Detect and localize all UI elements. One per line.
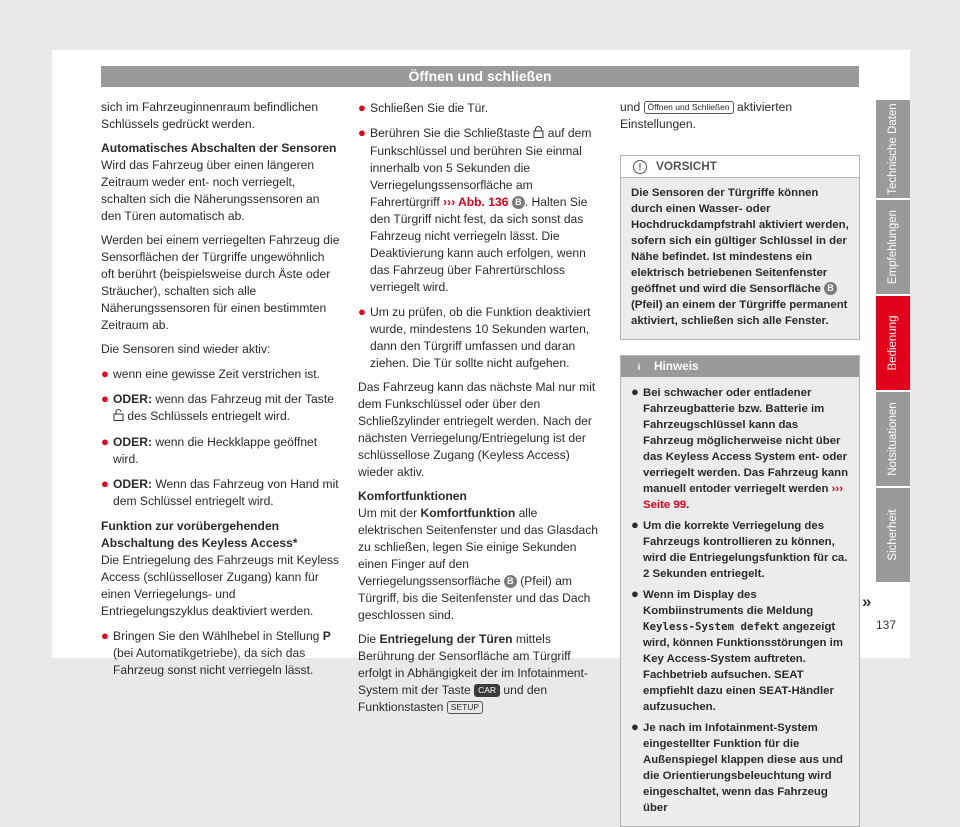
callout-b: B: [512, 196, 525, 209]
caution-box: [620, 155, 860, 340]
section-heading: Funktion zur vorübergehenden Abschaltung des Keyless Access*: [101, 519, 298, 550]
display-message: Keyless-System defekt: [643, 620, 780, 633]
paragraph: Werden bei einem verriegelten Fahrzeug die Sensorflächen der Türgriffe ungewöhnlich oft berührt (beispielsweise durch Äste oder Sträucher), schalten sich alle Näherungssensoren für einen bestimmten Zeitraum ab.: [101, 233, 340, 332]
list-item: ● Um zu prüfen, ob die Funktion deaktiviert wurde, mindestens 10 Sekunden warten, dann den Türgriff umfassen und daran ziehen. Die Tür sollte nicht aufgehen.: [358, 304, 591, 370]
figure-reference-link[interactable]: ››› Abb. 136: [443, 195, 509, 209]
list-item: ● Berühren Sie die Schließtaste auf dem Funkschlüssel und berühren Sie einmal innerhalb von 5 Sekunden die Verriegelungssensorfläche am Fahrertürgriff ››› Abb. 136 B . Halten Sie den Türgriff nicht fest, da sich sonst das Fahrzeug nicht verriegeln lässt. Die Deaktivierung kann auch erfolgen, wenn das Fahrzeug über Fahrertürschloss verriegelt wird.: [358, 125, 592, 294]
paragraph: Um mit der Komfortfunktion alle elektrischen Seitenfenster und das Glasdach zu schließen, legen Sie einige Sekunden einen Finger auf den Verriegelungssensorfläche B (Pfeil) am Türgriff, bis die Seitenfenster und das Dach geschlossen sind.: [358, 506, 599, 622]
column-2: [358, 99, 599, 723]
bullet-dot: ●: [631, 384, 639, 399]
paragraph: Das Fahrzeug kann das nächste Mal nur mit dem Funkschlüssel oder über den Schließzylinder entriegelt werden. Nach der nächsten Verriegelung/Entriegelung ist der schlüssellose Zugang (Keyless Access) wieder aktiv.: [358, 380, 596, 479]
bullet-dot: ●: [101, 476, 109, 491]
setup-key-label: SETUP: [447, 701, 483, 714]
side-tab-sicherheit[interactable]: Sicherheit: [876, 488, 910, 582]
page-reference-link[interactable]: ››› Seite 99: [643, 483, 844, 511]
bullet-dot: ●: [631, 517, 639, 532]
page-header: Öffnen und schließen: [101, 66, 859, 87]
callout-b: B: [504, 575, 517, 588]
list-item: ● Um die korrekte Verriegelung des Fahrzeugs kontrollieren zu können, wird die Entriegelungsfunktion für ca. 2 Sekunden entriegelt.: [631, 517, 848, 580]
column-3: [620, 99, 860, 827]
paragraph: und Öffnen und Schließen aktivierten Einstellungen.: [620, 100, 793, 131]
side-tab-notsituationen[interactable]: Notsituationen: [876, 392, 910, 486]
bullet-dot: ●: [358, 125, 366, 140]
bullet-dot: ●: [631, 719, 639, 734]
info-icon: i: [637, 362, 641, 372]
list-item: ● Bringen Sie den Wählhebel in Stellung P (bei Automatikgetriebe), da sich das Fahrzeug sonst nicht verriegeln lässt.: [101, 628, 331, 677]
paragraph: Die Entriegelung der Türen mittels Berührung der Sensorfläche am Türgriff erfolgt in Abhängigkeit der im Infotainment-System mit der Taste CAR und den Funktionstasten SETUP: [358, 632, 588, 714]
side-tab-bedienung[interactable]: Bedienung: [876, 296, 910, 390]
paragraph: Wird das Fahrzeug über einen längeren Zeitraum weder ent- noch verriegelt, schalten sich die Näherungssensoren an den Türen automatisch ab.: [101, 158, 320, 223]
side-tab-empfehlungen[interactable]: Empfehlungen: [876, 200, 910, 294]
list-item: ● Wenn im Display des Kombiinstruments die Meldung Keyless-System defekt angezeigt wird, können Funktionsstörungen im Key Access-System auftreten. Fachbetrieb aufsuchen. SEAT empfiehlt dazu einen SEAT-Händler aufzusuchen.: [631, 586, 843, 713]
note-body: [621, 377, 859, 826]
list-item: ● ODER: wenn die Heckklappe geöffnet wird.: [101, 434, 318, 466]
note-box: [620, 355, 860, 827]
side-tab-technische-daten[interactable]: Technische Daten: [876, 100, 910, 198]
bullet-dot: ●: [358, 304, 366, 319]
caution-header: ! VORSICHT: [621, 156, 859, 178]
paragraph: Die Sensoren sind wieder aktiv:: [101, 342, 271, 356]
list-item: ● ODER: Wenn das Fahrzeug von Hand mit dem Schlüssel entriegelt wird.: [101, 476, 339, 508]
bullet-dot: ●: [101, 366, 109, 381]
bullet-dot: ●: [101, 434, 109, 449]
callout-b: B: [824, 282, 837, 295]
bullet-dot: ●: [358, 100, 366, 115]
paragraph: sich im Fahrzeuginnenraum befindlichen Schlüssels gedrückt werden.: [101, 100, 319, 131]
bullet-dot: ●: [101, 628, 109, 643]
lock-icon: [533, 126, 544, 143]
bullet-dot: ●: [101, 391, 109, 406]
section-heading: Automatisches Abschalten der Sensoren: [101, 141, 337, 155]
unlock-icon: [113, 409, 124, 426]
list-item: ● Bei schwacher oder entladener Fahrzeugbatterie bzw. Batterie im Fahrzeugschlüssel kann das Fahrzeug möglicherweise nicht über das Keyless Access System ent- oder verriegelt werden. Das Fahrzeug kann manuell entoder verriegelt werden ››› Seite 99.: [631, 384, 849, 511]
note-header: i Hinweis: [621, 356, 859, 377]
car-key-label: CAR: [474, 684, 500, 697]
warning-icon: !: [633, 160, 647, 174]
list-item: ● Schließen Sie die Tür.: [358, 100, 489, 115]
paragraph: Die Entriegelung des Fahrzeugs mit Keyless Access (schlüsselloser Zugang) kann für einen Verriegelungs- und Entriegelungszyklus deaktiviert werden.: [101, 553, 339, 618]
bullet-dot: ●: [631, 586, 639, 601]
column-1: [101, 99, 341, 686]
list-item: ● Je nach im Infotainment-System eingestellter Funktion für die Außenspiegel klappen diese aus und die Orientierungsbeleuchtung wird eingeschaltet, wenn das Fahrzeug über: [631, 719, 844, 814]
list-item: ● wenn eine gewisse Zeit verstrichen ist.: [101, 366, 321, 381]
open-close-key-label: Öffnen und Schließen: [644, 101, 734, 114]
section-heading: Komfortfunktionen: [358, 489, 467, 503]
list-item: ● ODER: wenn das Fahrzeug mit der Taste des Schlüssels entriegelt wird.: [101, 390, 341, 426]
page-number: 137: [876, 618, 897, 632]
caution-body: Die Sensoren der Türgriffe können durch einen Wasser- oder Hochdruckdampfstrahl aktiviert werden, sofern sich ein gültiger Schlüssel in der Nähe befindet. Ist mindestens ein elektrisch betriebenen Seitenfenster geöffnet und wird die Sensorfläche B (Pfeil) an einem der Türgriffe permanent aktiviert, schließen sich alle Fenster.: [631, 187, 849, 327]
continue-arrow: »: [862, 592, 872, 611]
